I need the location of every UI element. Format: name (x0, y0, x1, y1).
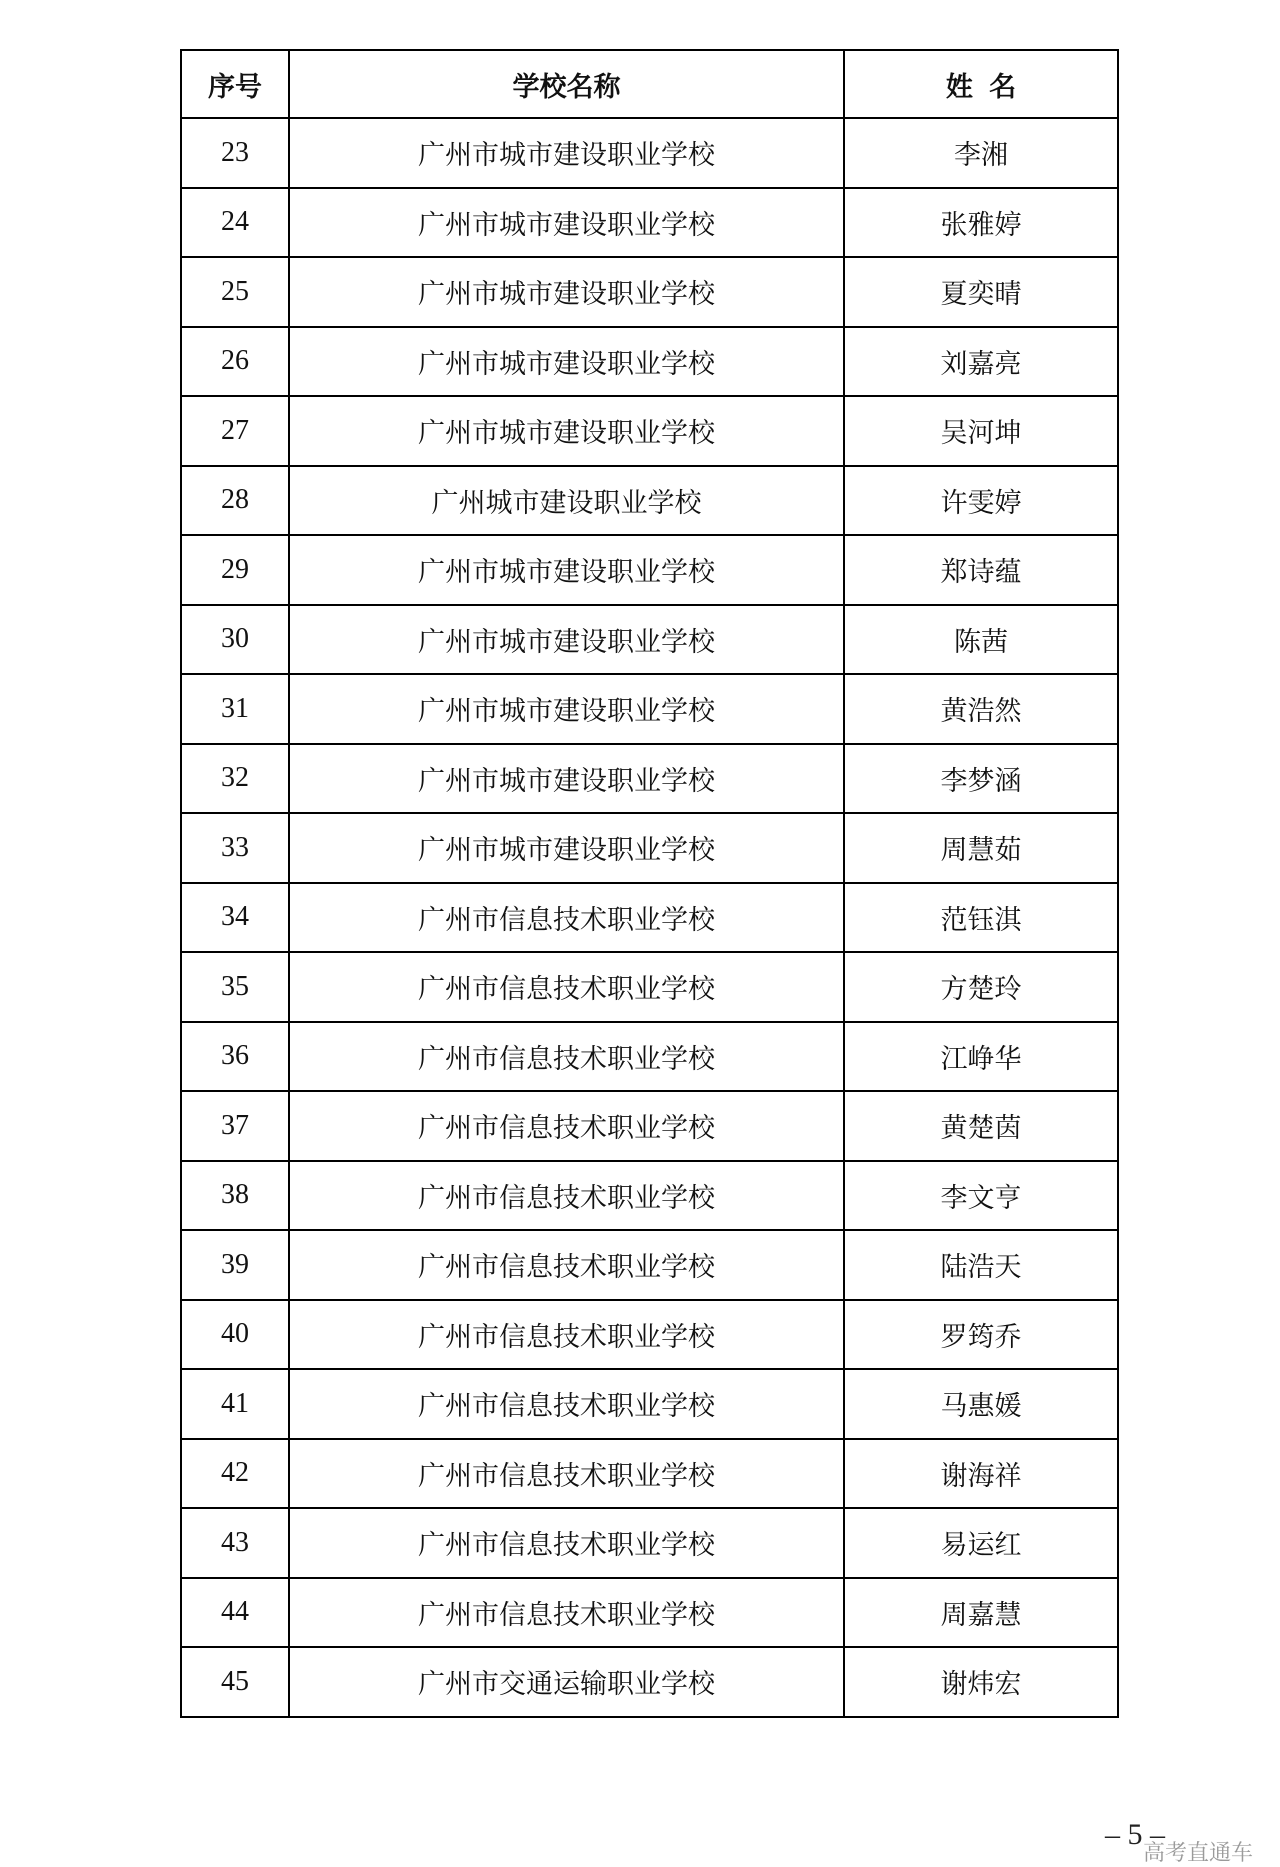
person-name-cell: 马惠媛 (844, 1369, 1118, 1439)
school-name-cell: 广州市交通运输职业学校 (289, 1647, 844, 1717)
person-name-cell: 黄浩然 (844, 674, 1118, 744)
table-row (181, 327, 1118, 397)
person-name-cell: 黄楚茵 (844, 1091, 1118, 1161)
person-name-cell: 夏奕晴 (844, 257, 1118, 327)
person-name-cell: 方楚玲 (844, 952, 1118, 1022)
person-name-cell: 李梦涵 (844, 744, 1118, 814)
table-row (181, 674, 1118, 744)
school-name-cell: 广州市城市建设职业学校 (289, 257, 844, 327)
serial-number-cell: 45 (181, 1647, 289, 1717)
school-name-cell: 广州市信息技术职业学校 (289, 1439, 844, 1509)
person-name-cell: 易运红 (844, 1508, 1118, 1578)
serial-number-cell: 41 (181, 1369, 289, 1439)
table-row (181, 813, 1118, 883)
school-name-cell: 广州市信息技术职业学校 (289, 1230, 844, 1300)
serial-number-cell: 38 (181, 1161, 289, 1231)
roster-table (180, 49, 1119, 1718)
table-row (181, 466, 1118, 536)
serial-number-cell: 40 (181, 1300, 289, 1370)
table-row (181, 1578, 1118, 1648)
person-name-cell: 李湘 (844, 118, 1118, 188)
serial-number-cell: 36 (181, 1022, 289, 1092)
person-name-cell: 罗筠乔 (844, 1300, 1118, 1370)
serial-number-cell: 29 (181, 535, 289, 605)
serial-number-cell: 28 (181, 466, 289, 536)
school-name-cell: 广州市信息技术职业学校 (289, 952, 844, 1022)
table-row (181, 1300, 1118, 1370)
school-name-cell: 广州市信息技术职业学校 (289, 1022, 844, 1092)
school-name-cell: 广州市城市建设职业学校 (289, 327, 844, 397)
header-person-name (844, 50, 1118, 118)
school-name-cell: 广州市城市建设职业学校 (289, 813, 844, 883)
serial-number-cell: 33 (181, 813, 289, 883)
person-name-cell: 周嘉慧 (844, 1578, 1118, 1648)
table-row (181, 118, 1118, 188)
person-name-cell: 陆浩天 (844, 1230, 1118, 1300)
table-row (181, 883, 1118, 953)
serial-number-cell: 43 (181, 1508, 289, 1578)
school-name-cell: 广州市信息技术职业学校 (289, 883, 844, 953)
person-name-cell: 周慧茹 (844, 813, 1118, 883)
table-row (181, 744, 1118, 814)
school-name-cell: 广州市城市建设职业学校 (289, 118, 844, 188)
table-row (181, 1230, 1118, 1300)
school-name-cell: 广州城市建设职业学校 (289, 466, 844, 536)
person-name-cell: 刘嘉亮 (844, 327, 1118, 397)
serial-number-cell: 34 (181, 883, 289, 953)
table-row (181, 257, 1118, 327)
person-name-cell: 谢炜宏 (844, 1647, 1118, 1717)
table-header (181, 50, 1118, 118)
school-name-cell: 广州市信息技术职业学校 (289, 1300, 844, 1370)
serial-number-cell: 37 (181, 1091, 289, 1161)
table-row (181, 605, 1118, 675)
school-name-cell: 广州市信息技术职业学校 (289, 1091, 844, 1161)
serial-number-cell: 23 (181, 118, 289, 188)
header-serial-number: 序号 (181, 50, 289, 118)
table-row (181, 1369, 1118, 1439)
table-row (181, 1161, 1118, 1231)
person-name-cell: 陈茜 (844, 605, 1118, 675)
school-name-cell: 广州市城市建设职业学校 (289, 188, 844, 258)
table-row (181, 1508, 1118, 1578)
table-row (181, 1647, 1118, 1717)
person-name-cell: 许雯婷 (844, 466, 1118, 536)
serial-number-cell: 32 (181, 744, 289, 814)
serial-number-cell: 42 (181, 1439, 289, 1509)
person-name-cell: 范钰淇 (844, 883, 1118, 953)
school-name-cell: 广州市信息技术职业学校 (289, 1578, 844, 1648)
serial-number-cell: 24 (181, 188, 289, 258)
school-name-cell: 广州市城市建设职业学校 (289, 535, 844, 605)
person-name-cell: 李文亨 (844, 1161, 1118, 1231)
school-name-cell: 广州市信息技术职业学校 (289, 1508, 844, 1578)
page-number: – 5 – (1105, 1818, 1165, 1851)
school-name-cell: 广州市城市建设职业学校 (289, 744, 844, 814)
header-school-name: 学校名称 (289, 50, 844, 118)
header-person-name-text: 姓名 (945, 71, 1033, 103)
table-row (181, 1091, 1118, 1161)
person-name-cell: 谢海祥 (844, 1439, 1118, 1509)
table-row (181, 1022, 1118, 1092)
watermark: 高考直通车 (1143, 1841, 1254, 1866)
table-row (181, 396, 1118, 466)
serial-number-cell: 26 (181, 327, 289, 397)
table-row (181, 188, 1118, 258)
person-name-cell: 吴河坤 (844, 396, 1118, 466)
serial-number-cell: 39 (181, 1230, 289, 1300)
school-name-cell: 广州市信息技术职业学校 (289, 1369, 844, 1439)
table-row (181, 952, 1118, 1022)
serial-number-cell: 31 (181, 674, 289, 744)
school-name-cell: 广州市信息技术职业学校 (289, 1161, 844, 1231)
serial-number-cell: 44 (181, 1578, 289, 1648)
serial-number-cell: 25 (181, 257, 289, 327)
serial-number-cell: 27 (181, 396, 289, 466)
serial-number-cell: 30 (181, 605, 289, 675)
school-name-cell: 广州市城市建设职业学校 (289, 674, 844, 744)
table-row (181, 1439, 1118, 1509)
header-row (181, 50, 1118, 118)
person-name-cell: 郑诗蕴 (844, 535, 1118, 605)
school-name-cell: 广州市城市建设职业学校 (289, 396, 844, 466)
school-name-cell: 广州市城市建设职业学校 (289, 605, 844, 675)
person-name-cell: 张雅婷 (844, 188, 1118, 258)
table-row (181, 535, 1118, 605)
person-name-cell: 江峥华 (844, 1022, 1118, 1092)
serial-number-cell: 35 (181, 952, 289, 1022)
table-body (181, 118, 1118, 1717)
